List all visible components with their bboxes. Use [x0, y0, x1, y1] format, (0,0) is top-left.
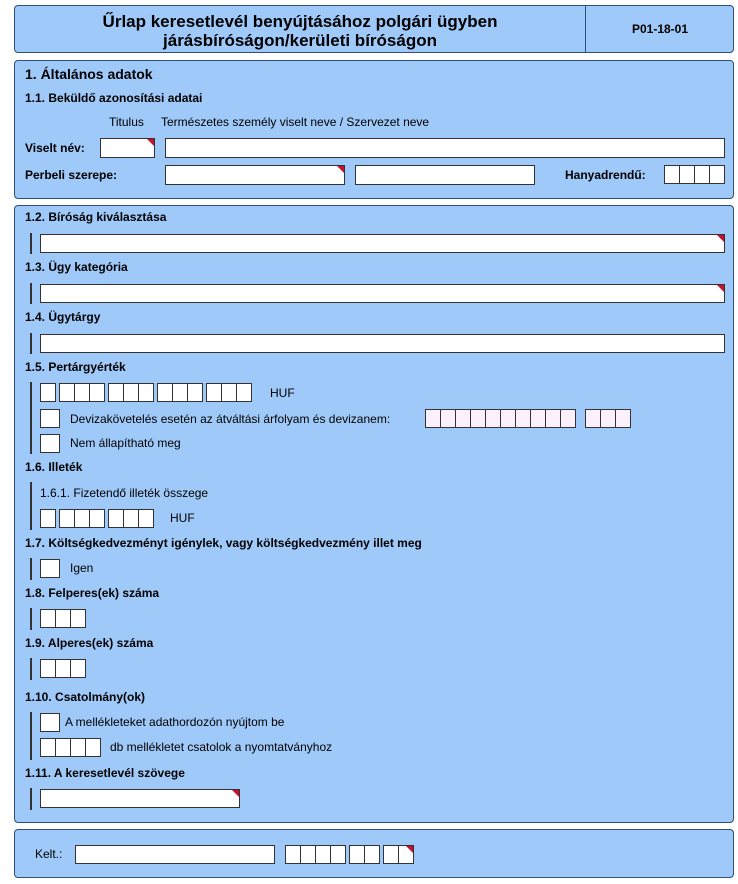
subsection-sender-id: 1.1. Beküldő azonosítási adatai: [25, 91, 203, 105]
digit-cell[interactable]: [585, 409, 601, 428]
digit-cell[interactable]: [206, 383, 222, 402]
group-bar: [30, 333, 32, 354]
digit-cell[interactable]: [123, 383, 139, 402]
section-general-data: [14, 60, 734, 199]
digit-cell[interactable]: [679, 165, 695, 184]
nem-allapithato-label: Nem állapítható meg: [70, 436, 181, 450]
digit-cell[interactable]: [500, 409, 516, 428]
digit-cell[interactable]: [285, 845, 301, 864]
pertargyertek-amount[interactable]: [40, 383, 251, 402]
exchange-rate-input[interactable]: [425, 409, 575, 428]
form-code: P01-18-01: [631, 22, 689, 36]
group-bar: [30, 658, 32, 680]
digit-cell[interactable]: [398, 845, 414, 864]
form-title-line1: Űrlap keresetlevél benyújtásához polgári ügyben: [102, 12, 498, 31]
group-bar: [30, 382, 32, 454]
group-bar: [30, 558, 32, 580]
digit-cell[interactable]: [85, 738, 101, 757]
digit-cell[interactable]: [40, 609, 56, 628]
perbeli-szerepe-input[interactable]: [355, 165, 535, 185]
kelt-label: Kelt.:: [35, 847, 63, 861]
digit-cell[interactable]: [470, 409, 486, 428]
digit-cell[interactable]: [664, 165, 680, 184]
digit-cell[interactable]: [74, 509, 90, 528]
digit-cell[interactable]: [59, 383, 75, 402]
digit-cell[interactable]: [89, 509, 105, 528]
birosag-select[interactable]: [40, 234, 725, 253]
digit-cell[interactable]: [187, 383, 203, 402]
digit-cell[interactable]: [138, 383, 154, 402]
illetek-amount[interactable]: [40, 509, 153, 528]
szoveg-label: 1.11. A keresetlevél szövege: [25, 766, 185, 780]
birosag-label: 1.2. Bíróság kiválasztása: [25, 210, 167, 224]
digit-cell[interactable]: [40, 509, 56, 528]
digit-cell[interactable]: [330, 845, 346, 864]
igen-label: Igen: [70, 561, 94, 575]
digit-cell[interactable]: [600, 409, 616, 428]
ugy-kategoria-label: 1.3. Ügy kategória: [25, 260, 128, 274]
digit-cell[interactable]: [515, 409, 531, 428]
form-title: [15, 12, 585, 50]
name-input[interactable]: [165, 138, 725, 158]
nem-allapithato-checkbox[interactable]: [40, 434, 60, 453]
digit-cell[interactable]: [55, 738, 71, 757]
digit-cell[interactable]: [545, 409, 561, 428]
digit-cell[interactable]: [108, 509, 124, 528]
digit-cell[interactable]: [59, 509, 75, 528]
digit-cell[interactable]: [55, 659, 71, 678]
felperes-label: 1.8. Felperes(ek) száma: [25, 586, 160, 600]
digit-cell[interactable]: [40, 659, 56, 678]
digit-cell[interactable]: [108, 383, 124, 402]
digit-cell[interactable]: [70, 659, 86, 678]
digit-cell[interactable]: [70, 609, 86, 628]
illetek-label: 1.6. Illeték: [25, 460, 83, 474]
digit-cell[interactable]: [300, 845, 316, 864]
digit-cell[interactable]: [55, 609, 71, 628]
form-title-line2: járásbíróságon/kerületi bíróságon: [163, 31, 437, 50]
digit-cell[interactable]: [74, 383, 90, 402]
digit-cell[interactable]: [364, 845, 380, 864]
hanyadrendu-input[interactable]: [664, 165, 724, 184]
digit-cell[interactable]: [138, 509, 154, 528]
digit-cell[interactable]: [236, 383, 252, 402]
column-name: Természetes személy viselt neve / Szervezet neve: [161, 115, 430, 129]
column-titulus: Titulus: [109, 115, 144, 129]
group-bar: [30, 233, 32, 254]
digit-cell[interactable]: [349, 845, 365, 864]
group-bar: [30, 608, 32, 630]
group-bar: [30, 712, 32, 760]
deviza-label: Devizakövetelés esetén az átváltási árfolyam és devizanem:: [70, 412, 391, 426]
digit-cell[interactable]: [530, 409, 546, 428]
digit-cell[interactable]: [172, 383, 188, 402]
csatolmany-label: 1.10. Csatolmány(ok): [25, 690, 146, 704]
digit-cell[interactable]: [455, 409, 471, 428]
digit-cell[interactable]: [440, 409, 456, 428]
digit-cell[interactable]: [315, 845, 331, 864]
section-signature: [14, 829, 734, 878]
deviza-checkbox[interactable]: [40, 409, 60, 428]
digit-cell[interactable]: [615, 409, 631, 428]
kelt-place-input[interactable]: [75, 845, 275, 864]
digit-cell[interactable]: [709, 165, 725, 184]
hanyadrendu-label: Hanyadrendű:: [565, 168, 646, 182]
group-bar: [30, 788, 32, 810]
digit-cell[interactable]: [383, 845, 399, 864]
titulus-select[interactable]: [100, 138, 155, 158]
digit-cell[interactable]: [70, 738, 86, 757]
alperes-label: 1.9. Alperes(ek) száma: [25, 636, 154, 650]
section-title: 1. Általános adatok: [25, 66, 153, 82]
section-case-data: [14, 205, 734, 823]
digit-cell[interactable]: [157, 383, 173, 402]
digit-cell[interactable]: [694, 165, 710, 184]
currency-huf: HUF: [170, 511, 195, 525]
digit-cell[interactable]: [221, 383, 237, 402]
koltseg-igen-checkbox[interactable]: [40, 559, 60, 578]
group-bar: [30, 283, 32, 304]
digit-cell[interactable]: [89, 383, 105, 402]
felperes-count[interactable]: [40, 609, 85, 628]
ugy-kategoria-select[interactable]: [40, 284, 725, 303]
pertargyertek-label: 1.5. Pertárgyérték: [25, 360, 126, 374]
alperes-count[interactable]: [40, 659, 85, 678]
kelt-date-input[interactable]: [285, 845, 413, 864]
digit-cell[interactable]: [485, 409, 501, 428]
ugytargy-input[interactable]: [40, 334, 725, 353]
form-header: [14, 5, 734, 53]
digit-cell[interactable]: [123, 509, 139, 528]
fizetendo-label: 1.6.1. Fizetendő illeték összege: [40, 486, 209, 500]
digit-cell[interactable]: [40, 738, 56, 757]
digit-cell[interactable]: [425, 409, 441, 428]
melleklet-count[interactable]: [40, 738, 100, 757]
koltseg-label: 1.7. Költségkedvezményt igénylek, vagy költségkedvezmény illet meg: [25, 536, 422, 550]
ugytargy-label: 1.4. Ügytárgy: [25, 310, 101, 324]
currency-code-input[interactable]: [585, 409, 630, 428]
szoveg-input[interactable]: [40, 789, 240, 808]
adathordozo-label: A mellékleteket adathordozón nyújtom be: [65, 715, 285, 729]
digit-cell[interactable]: [560, 409, 576, 428]
digit-cell[interactable]: [40, 383, 56, 402]
perbeli-szerepe-label: Perbeli szerepe:: [25, 168, 118, 182]
adathordozo-checkbox[interactable]: [40, 713, 60, 732]
group-bar: [30, 482, 32, 530]
currency-huf: HUF: [270, 386, 295, 400]
viselt-nev-label: Viselt név:: [25, 141, 85, 155]
db-melleklet-label: db mellékletet csatolok a nyomtatványhoz: [110, 740, 333, 754]
perbeli-szerepe-select[interactable]: [165, 165, 345, 185]
